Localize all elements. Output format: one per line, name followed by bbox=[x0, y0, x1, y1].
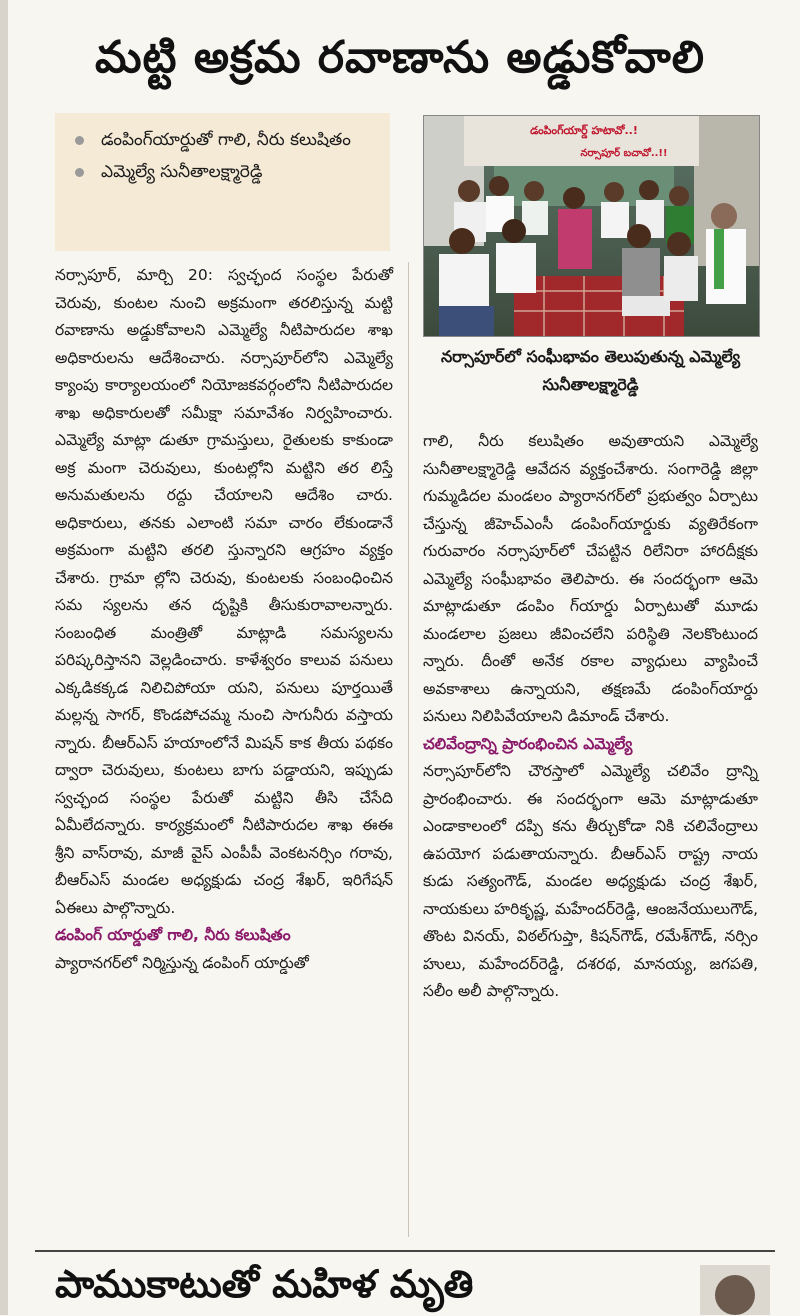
banner-text: డంపింగ్‌యార్డ్ హటావో..! bbox=[530, 124, 638, 137]
article-paragraph: ప్యారానగర్‌లో నిర్మిస్తున్న డంపింగ్ యార్డుతో bbox=[55, 953, 309, 972]
protest-photo bbox=[423, 115, 760, 337]
next-article-headline: పాముకాటుతో మహిళ మృతి bbox=[55, 1262, 474, 1306]
subheading: చలివేంద్రాన్ని ప్రారంభించిన ఎమ్మెల్యే bbox=[423, 734, 633, 753]
article-paragraph: నర్సాపూర్, మార్చి 20: స్వచ్ఛంద సంస్థల పేరుతో చెరువు, కుంటల నుంచి అక్రమంగా తరలిస్తున్న మట్టి రవాణాను అడ్డుకోవాలని ఎమ్మెల్యే నీటిపారుదల శాఖ అధికారులను ఆదేశించారు. నర్సాపూర్‌లోని ఎమ్మెల్యే క్యాంపు కార్యాలయంలో నియోజకవర్గంలోని నీటిపారుదల శాఖ అధికారులతో సమీక్షా సమావేశం నిర్వహించారు. ఎమ్మెల్యే మాట్లా డుతూ గ్రామస్తులు, రైతులకు కాకుండా అక్ర మంగా చెరువులు, కుంటల్లోని మట్టిని తర లిస్తే అనుమతులను రద్దు చేయాలని ఆదేశిం చారు. అధికారులు, తనకు ఎలాంటి సమా చారం లేకుండానే అక్రమంగా మట్టిని తరలి స్తున్నారని ఆగ్రహం వ్యక్తం చేశారు. గ్రామా ల్లోని చెరువు, కుంటలకు సంబంధించిన సమ స్యలను తన దృష్టికి తీసుకురావాలన్నారు. సంబంధిత మంత్రితో మాట్లాడి సమస్యలను పరిష్కరిస్తానని వెల్లడించారు. కాళేశ్వరం కాలువ పనులు ఎక్కడికక్కడ నిలిచిపోయా యని, పనులు పూర్తయితే మల్లన్న సాగర్, కొండపోచమ్మ నుంచి సాగునీరు వస్తాయ న్నారు. బీఆర్ఎస్ హయాంలోనే మిషన్ కాక తీయ పథకం ద్వారా చెరువులు, కుంటలు బాగు పడ్డాయని, ఇప్పుడు స్వచ్ఛంద సంస్థల పేరుతో మట్టిని తీసి చేసేది ఏమీలేదన్నారు. కార్యక్రమంలో నీటిపారుదల శాఖ ఈఈ శ్రీని వాస్‌రావు, మాజీ వైస్ ఎంపీపీ వెంకటనర్సిం గరావు, బీఆర్ఎస్ మండల అధ్యక్షుడు చంద్ర శేఖర్, ఇరిగేషన్ ఏఈలు పాల్గొన్నారు. bbox=[55, 266, 393, 917]
article-paragraph: గాలి, నీరు కలుషితం అవుతాయని ఎమ్మెల్యే సునీతాలక్ష్మారెడ్డి ఆవేదన వ్యక్తంచేశారు. సంగారెడ్డి జిల్లా గుమ్మడిదల మండలం ప్యారానగర్‌లో ప్రభుత్వం ఏర్పాటు చేస్తున్న జీహెచ్ఎంసీ డంపింగ్‌యార్డుకు వ్యతిరేకంగా గురువారం నర్సాపూర్‌లో చేపట్టిన రిలేనిరా హారదీక్షకు ఎమ్మెల్యే సంఘీభావం తెలిపారు. ఈ సందర్భంగా ఆమె మాట్లాడుతూ డంపిం గ్‌యార్డు ఏర్పాటుతో మూడు మండలాల ప్రజలు జీవించలేని పరిస్థితి నెలకొంటుంద న్నారు. దీంతో అనేక రకాల వ్యాధులు వ్యాపించే అవకాశాలు ఉన్నాయని, తక్షణమే డంపింగ్‌యార్డు పనులు నిలిపివేయాలని డిమాండ్ చేశారు. bbox=[423, 432, 758, 725]
photo-caption: నర్సాపూర్‌లో సంఘీభావం తెలుపుతున్న ఎమ్మెల్యే సునీతాలక్ష్మారెడ్డి bbox=[440, 347, 741, 394]
article-paragraph: నర్సాపూర్‌లోని చౌరస్తాలో ఎమ్మెల్యే చలివేం ద్రాన్ని ప్రారంభించారు. ఈ సందర్భంగా ఆమె మాట్లాడుతూ ఎండాకాలంలో దప్పి కను తీర్చుకోడా నికి చలివేంద్రాలు ఉపయోగ పడుతాయన్నారు. బీఆర్ఎస్ రాష్ట్ర నాయ కుడు సత్యంగౌడ్, మండల అధ్యక్షుడు చంద్ర శేఖర్, నాయకులు హరికృష్ణ, మహేందర్‌రెడ్డి, ఆంజనేయులుగౌడ్, తొంట వినయ్, విఠల్‌గుప్తా, కిషన్‌గౌడ్, రమేశ్‌గౌడ్, నర్సిం హులు, మహేందర్‌రెడ్డి, దశరథ, మానయ్య, జగపతి, సలీం అలీ పాల్గొన్నారు. bbox=[423, 762, 758, 1000]
subheading: డంపింగ్ యార్డుతో గాలి, నీరు కలుషితం bbox=[55, 926, 291, 944]
article-headline: మట్టి అక్రమ రవాణాను అడ్డుకోవాలి bbox=[94, 32, 705, 83]
bullet-icon bbox=[75, 168, 84, 177]
highlights-box bbox=[55, 113, 390, 251]
highlight-item: ఎమ్మెల్యే సునీతాలక్ష్మారెడ్డి bbox=[75, 159, 390, 185]
column-divider bbox=[408, 262, 409, 1237]
bullet-icon bbox=[75, 136, 84, 145]
next-article-photo bbox=[700, 1265, 770, 1315]
article-right-column bbox=[423, 428, 758, 1006]
highlight-item: డంపింగ్‌యార్డుతో గాలి, నీరు కలుషితం bbox=[75, 127, 390, 153]
banner-text: నర్సాపూర్‌ బచావో..!! bbox=[580, 148, 668, 159]
section-rule bbox=[35, 1250, 775, 1252]
article-left-column bbox=[55, 262, 393, 977]
page-edge-strip bbox=[0, 0, 8, 1315]
